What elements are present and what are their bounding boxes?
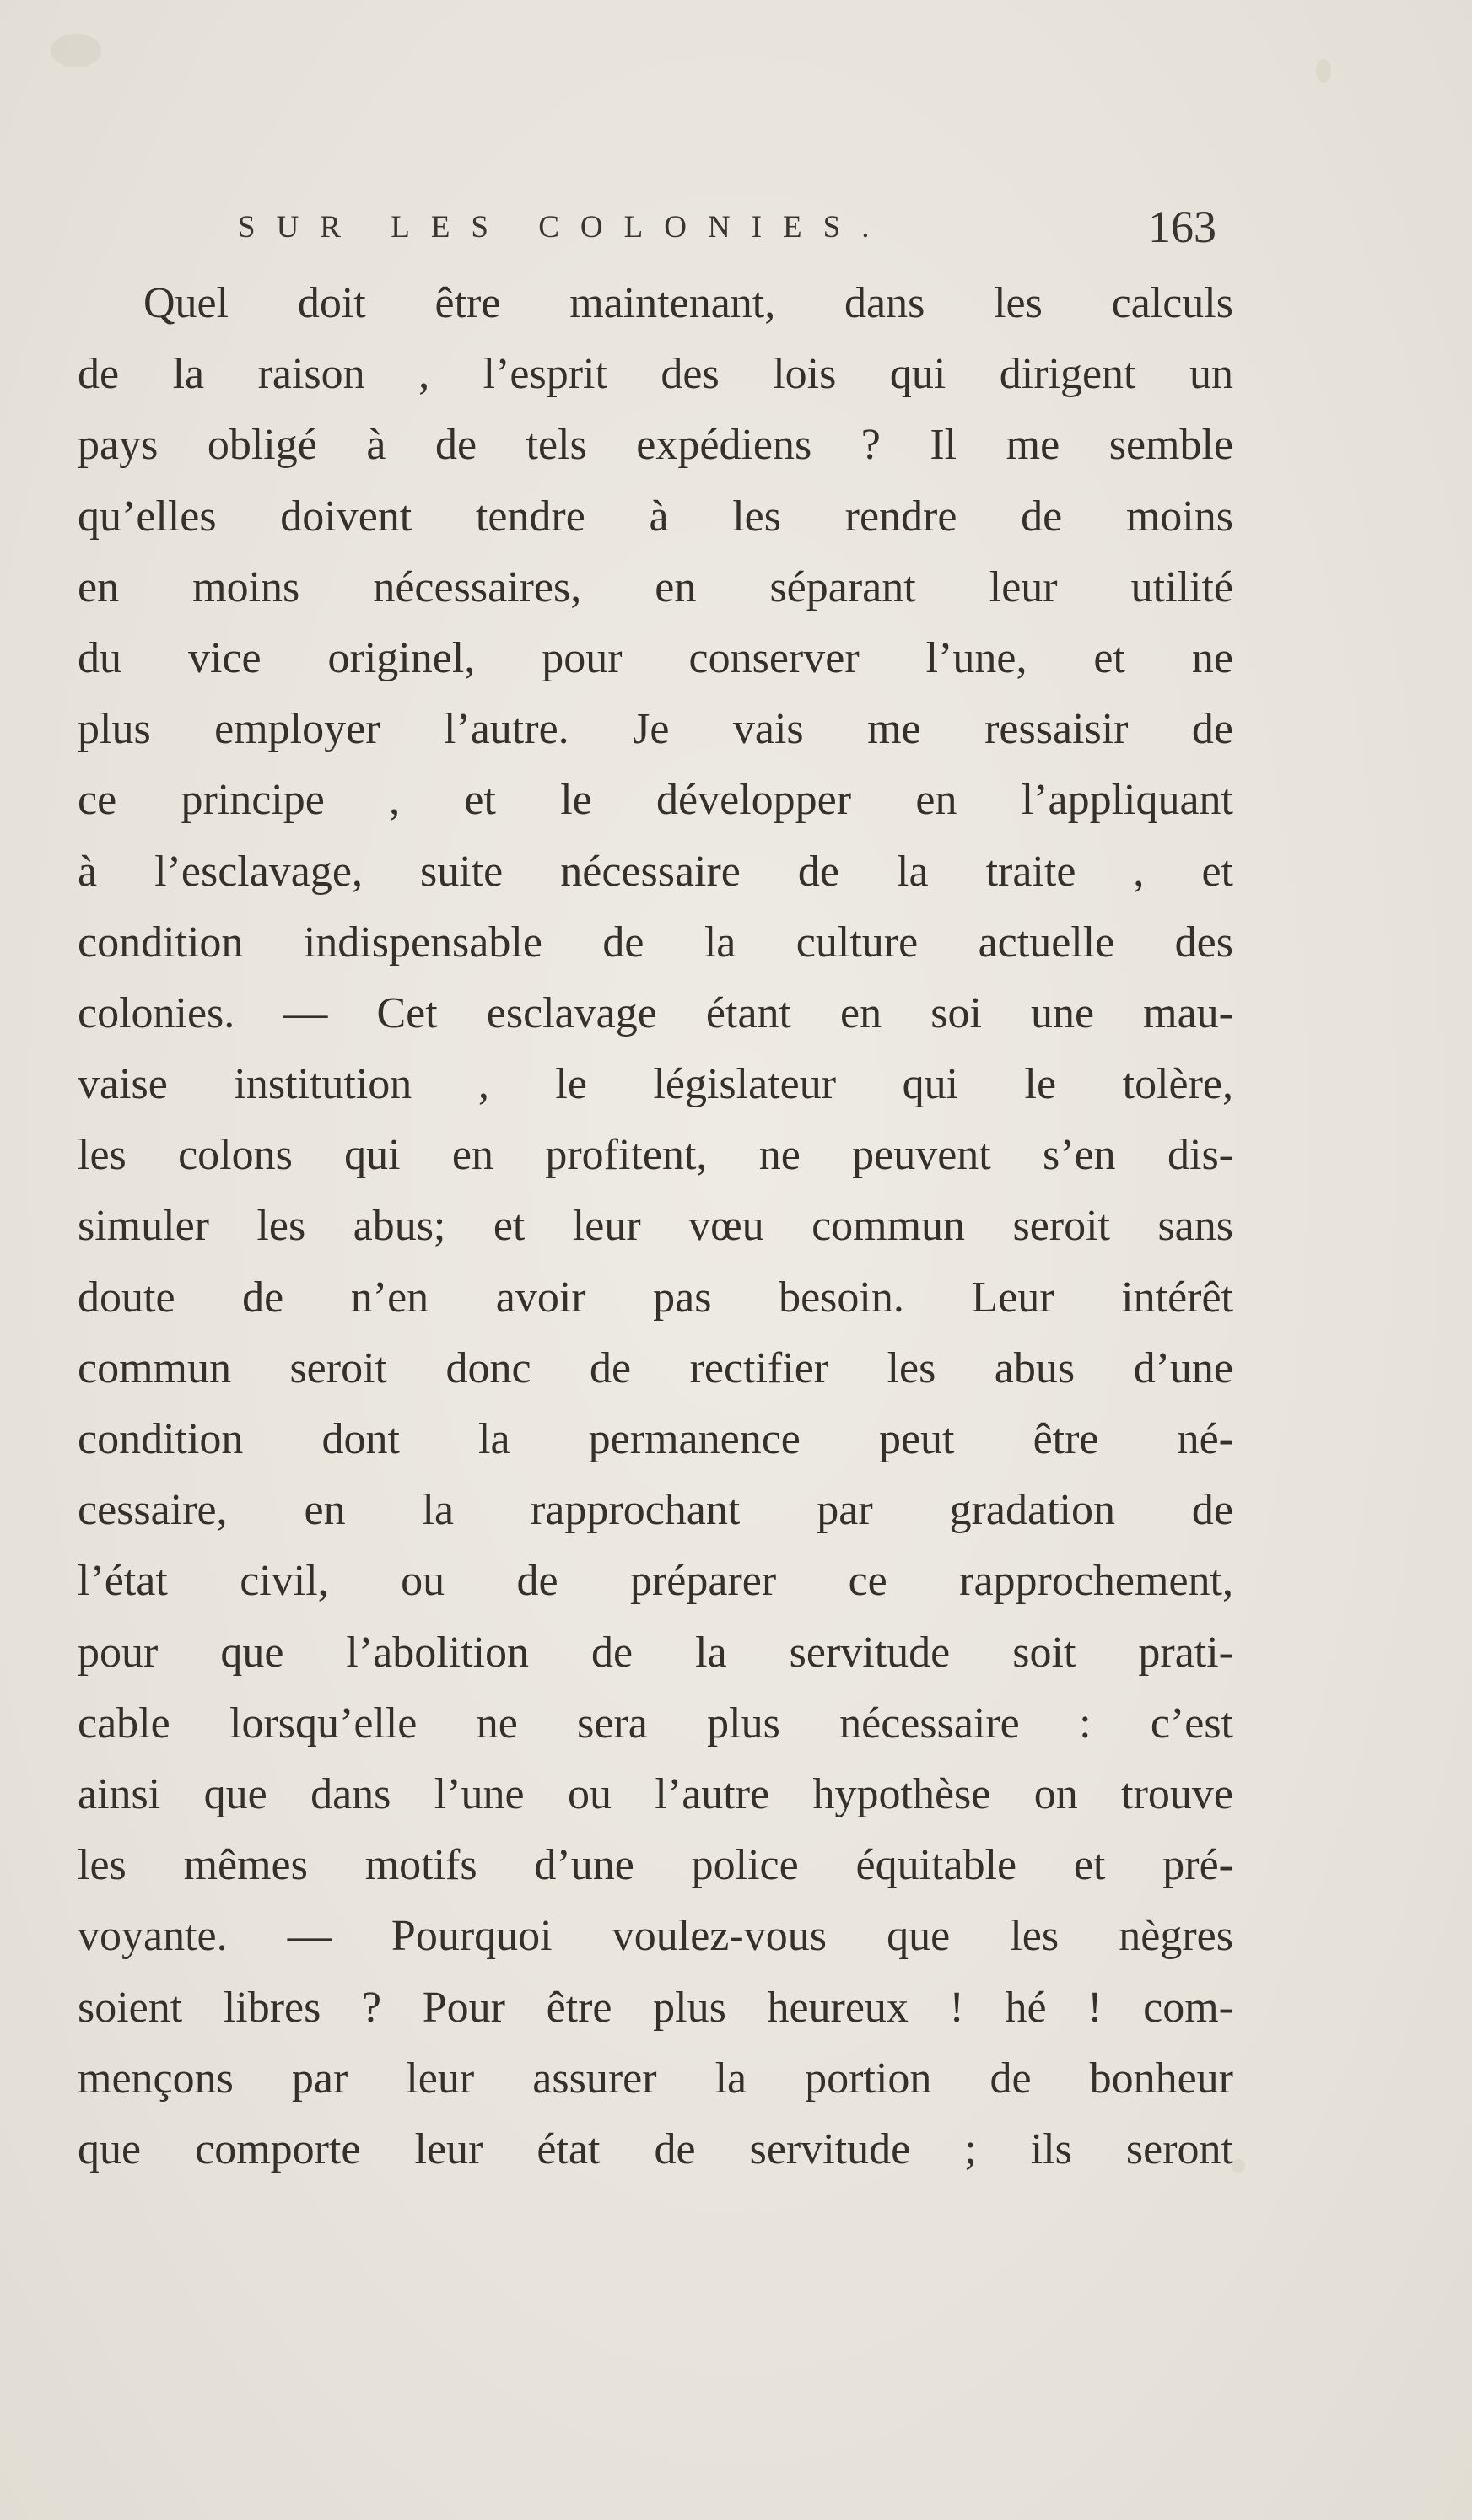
running-title: SUR LES COLONIES.: [238, 210, 891, 245]
text-line: du vice originel, pour conserver l’une, et ne: [78, 633, 1233, 682]
paper-stain: [51, 34, 101, 67]
text-line: qu’elles doivent tendre à les rendre de moins: [78, 492, 1233, 541]
text-line: ce principe , et le développer en l’appliquant: [78, 776, 1233, 825]
text-line: les colons qui en profitent, ne peuvent s’en dis-: [78, 1131, 1233, 1180]
text-line: Quel doit être maintenant, dans les calculs: [143, 279, 1233, 327]
text-line: que comporte leur état de servitude ; ils seront: [78, 2124, 1233, 2173]
text-line: commun seroit donc de rectifier les abus d’une: [78, 1343, 1233, 1392]
text-line: cable lorsqu’elle ne sera plus nécessaire : c’est: [78, 1699, 1233, 1747]
text-line: voyante. — Pourquoi voulez-vous que les nègres: [78, 1912, 1233, 1961]
text-line: en moins nécessaires, en séparant leur utilité: [78, 563, 1233, 611]
text-line: condition indispensable de la culture actuelle des: [78, 918, 1233, 967]
text-line: doute de n’en avoir pas besoin. Leur intérêt: [78, 1273, 1233, 1322]
text-line: pays obligé à de tels expédiens ? Il me semble: [78, 421, 1233, 470]
text-line: vaise institution , le législateur qui le tolère,: [78, 1060, 1233, 1109]
text-line: l’état civil, ou de préparer ce rapprochement,: [78, 1557, 1233, 1606]
text-line: à l’esclavage, suite nécessaire de la traite , et: [78, 847, 1233, 896]
text-line: colonies. — Cet esclavage étant en soi une mau-: [78, 988, 1233, 1037]
text-line: cessaire, en la rapprochant par gradation de: [78, 1486, 1233, 1535]
paper-stain: [1232, 2159, 1245, 2173]
text-line: condition dont la permanence peut être né-: [78, 1415, 1233, 1463]
text-line: plus employer l’autre. Je vais me ressaisir de: [78, 705, 1233, 754]
page-number: 163: [1148, 202, 1216, 252]
text-line: mençons par leur assurer la portion de bonheur: [78, 2054, 1233, 2103]
text-line: simuler les abus; et leur vœu commun seroit sans: [78, 1202, 1233, 1251]
running-head: [238, 201, 1216, 260]
text-line: ainsi que dans l’une ou l’autre hypothèse on trouve: [78, 1769, 1233, 1818]
body-text: [78, 268, 1233, 2185]
text-line: pour que l’abolition de la servitude soit prati-: [78, 1628, 1233, 1677]
text-line: de la raison , l’esprit des lois qui dirigent un: [78, 350, 1233, 399]
text-line: soient libres ? Pour être plus heureux ! hé ! com-: [78, 1983, 1233, 2032]
paper-stain: [1316, 59, 1331, 83]
text-line: les mêmes motifs d’une police équitable et pré-: [78, 1841, 1233, 1890]
